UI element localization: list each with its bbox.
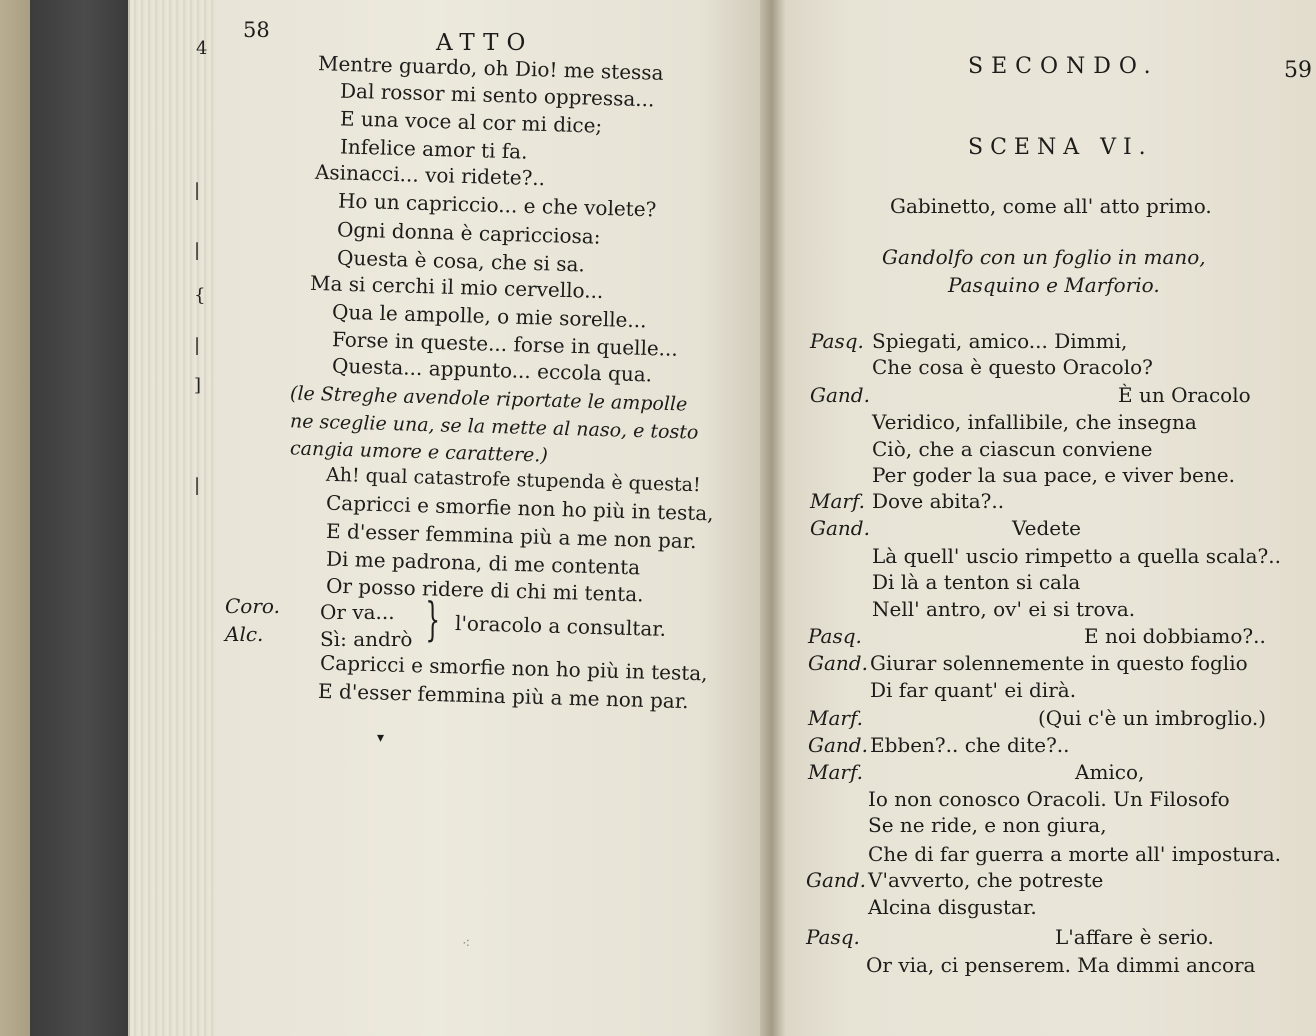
dialogue-line: Di far quant' ei dirà. [870, 678, 1077, 702]
verse-line: Ma si cerchi il mio cervello... [309, 270, 604, 304]
running-head-right: SECONDO. [968, 54, 1159, 79]
verse-line: Ogni donna è capricciosa: [336, 217, 601, 249]
running-head-left: ATTO [436, 30, 534, 56]
dialogue-line: Vedete [1012, 516, 1081, 540]
speaker-label: Gand. [806, 868, 866, 892]
verse-line: E una voce al cor mi dice; [339, 106, 603, 138]
stage-direction: (le Streghe avendole riportate le ampolle [289, 382, 688, 416]
verse-line: Questa è cosa, che si sa. [336, 245, 586, 277]
verse-line: Infelice amor ti fa. [339, 134, 528, 164]
dialogue-line: Ciò, che a ciascun conviene [872, 437, 1153, 461]
verse-line: Forse in queste... forse in quelle... [331, 327, 679, 361]
dialogue-line: Spiegati, amico... Dimmi, [872, 329, 1128, 353]
scene-title: SCENA VI. [968, 135, 1153, 160]
page-number-right: 59 [1284, 58, 1312, 83]
speaker-label: Marf. [808, 706, 864, 730]
verse-line: Capricci e smorfie non ho più in testa, [319, 650, 708, 686]
verse-line: Questa... appunto... eccola qua. [331, 353, 653, 387]
ornament-dot: ⁖ [462, 936, 471, 952]
dialogue-line: Io non conosco Oracoli. Un Filosofo [868, 787, 1230, 811]
verse-line: Or posso ridere di chi mi tenta. [325, 573, 644, 607]
speaker-label: Gand. [808, 651, 868, 675]
verse-line: Or va... [320, 600, 395, 624]
dialogue-line: Ebben?.. che dite?.. [870, 733, 1070, 757]
dialogue-line: È un Oracolo [1118, 383, 1251, 407]
stage-direction: cangia umore e carattere.) [289, 437, 549, 467]
speaker-label: Marf. [808, 760, 864, 784]
verse-line: l'oracolo a consultar. [454, 611, 667, 641]
dialogue-line: Che cosa è questo Oracolo? [872, 355, 1153, 379]
speaker-label: Marf. [810, 489, 866, 513]
speaker-coro: Coro. [225, 594, 280, 618]
dialogue-line: (Qui c'è un imbroglio.) [1038, 706, 1267, 730]
dialogue-line: Alcina disgustar. [868, 895, 1037, 919]
dialogue-line: V'avverto, che potreste [868, 868, 1104, 892]
dialogue-line: Giurar solennemente in questo foglio [870, 651, 1248, 675]
brace-mark: } [425, 592, 440, 646]
speaker-label: Gand. [808, 733, 868, 757]
speaker-alc: Alc. [225, 622, 264, 646]
verse-line: Ho un capriccio... e che volete? [337, 188, 657, 222]
verse-line: Ah! qual catastrofe stupenda è questa! [325, 463, 701, 497]
dialogue-line: Per goder la sua pace, e viver bene. [872, 463, 1235, 487]
margin-bleed-marks: 4 | | { | ] | [194, 38, 208, 496]
verse-line: E d'esser femmina più a me non par. [317, 678, 689, 714]
speaker-label: Pasq. [808, 624, 862, 648]
speaker-label: Pasq. [810, 329, 864, 353]
book-gutter [760, 0, 786, 1036]
ornament-dot: ▾ [377, 730, 385, 746]
dialogue-line: L'affare è serio. [1055, 925, 1214, 949]
dialogue-line: E noi dobbiamo?.. [1084, 624, 1266, 648]
dialogue-line: Nell' antro, ov' ei si trova. [872, 597, 1136, 621]
dialogue-line: Or via, ci penserem. Ma dimmi ancora [866, 953, 1256, 977]
verse-line: Qua le ampolle, o mie sorelle... [331, 299, 647, 333]
verse-line: Dal rossor mi sento oppressa... [339, 78, 655, 112]
scene-setting: Gabinetto, come all' atto primo. [890, 194, 1212, 218]
dialogue-line: Se ne ride, e non giura, [868, 813, 1107, 837]
verse-line: Capricci e smorfie non ho più in testa, [325, 490, 714, 526]
verse-line: Mentre guardo, oh Dio! me stessa [317, 51, 664, 85]
scene-characters: Pasquino e Marforio. [948, 273, 1160, 297]
dialogue-line: Là quell' uscio rimpetto a quella scala?.. [872, 544, 1281, 568]
dialogue-line: Amico, [1075, 760, 1145, 784]
book-cover-board [30, 0, 130, 1036]
dialogue-line: Dove abita?.. [872, 489, 1005, 513]
verse-line: Sì: andrò [320, 627, 413, 651]
verse-line: E d'esser femmina più a me non par. [325, 518, 697, 554]
scan-background [0, 0, 30, 1036]
scene-characters: Gandolfo con un foglio in mano, [882, 245, 1206, 269]
stage-direction: ne sceglie una, se la mette al naso, e tosto [289, 410, 699, 444]
speaker-label: Gand. [810, 516, 870, 540]
dialogue-line: Che di far guerra a morte all' impostura. [868, 842, 1281, 866]
speaker-label: Gand. [810, 383, 870, 407]
verse-line: Asinacci... voi ridete?.. [314, 159, 546, 191]
verse-line: Di me padrona, di me contenta [325, 546, 641, 580]
speaker-label: Pasq. [806, 925, 860, 949]
dialogue-line: Veridico, infallibile, che insegna [872, 410, 1197, 434]
page-number-left: 58 [243, 18, 270, 42]
dialogue-line: Di là a tenton si cala [872, 570, 1081, 594]
